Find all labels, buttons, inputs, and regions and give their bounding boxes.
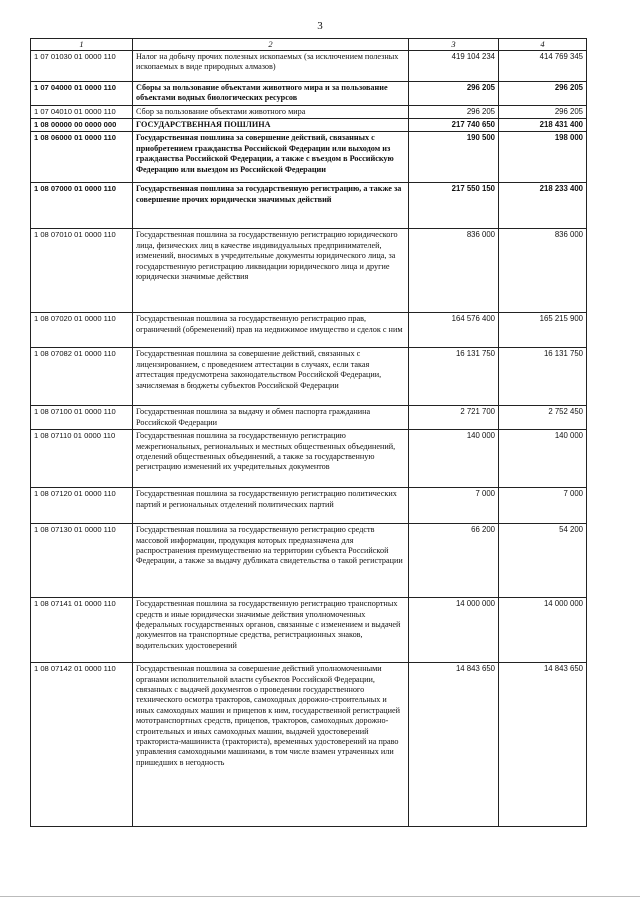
description-cell: Государственная пошлина за государственную регистрацию политических партий и региональных отделений политических партий [133,488,409,524]
page-number: 3 [317,20,323,32]
description-cell: Государственная пошлина за совершение действий, связанных с лицензированием, с проведением аттестации в случаях, если такая аттестация предусмотрена законодательством Российской Федерации, зачисляемая в бюджеты субъектов Российской Федерации [133,348,409,406]
table-row [31,524,587,598]
budget-code-cell: 1 08 07130 01 0000 110 [31,524,133,598]
amount-col4-cell: 165 215 900 [499,313,587,348]
amount-col3-cell: 217 740 650 [409,119,499,132]
amount-col4-cell: 54 200 [499,524,587,598]
budget-code-cell: 1 08 07120 01 0000 110 [31,488,133,524]
table-row [31,132,587,183]
table-row [31,81,587,105]
budget-code-cell: 1 07 04010 01 0000 110 [31,105,133,118]
budget-code-cell: 1 08 07010 01 0000 110 [31,229,133,313]
column-header-3: 3 [409,39,499,51]
table-row [31,598,587,663]
budget-code-cell: 1 08 00000 00 0000 000 [31,119,133,132]
amount-col3-cell: 190 500 [409,132,499,183]
amount-col3-cell: 217 550 150 [409,183,499,229]
table-row [31,313,587,348]
amount-col3-cell: 66 200 [409,524,499,598]
budget-code-cell: 1 08 07110 01 0000 110 [31,430,133,488]
budget-code-cell: 1 08 07141 01 0000 110 [31,598,133,663]
table-row [31,50,587,81]
table-row [31,119,587,132]
description-cell: Государственная пошлина за государственную регистрацию прав, ограничений (обременений) прав на недвижимое имущество и сделок с ним [133,313,409,348]
description-cell: Налог на добычу прочих полезных ископаемых (за исключением полезных ископаемых в виде природных алмазов) [133,50,409,81]
budget-code-cell: 1 08 06000 01 0000 110 [31,132,133,183]
amount-col4-cell: 16 131 750 [499,348,587,406]
budget-code-cell: 1 08 07082 01 0000 110 [31,348,133,406]
amount-col3-cell: 296 205 [409,105,499,118]
table-row [31,663,587,827]
amount-col4-cell: 198 000 [499,132,587,183]
budget-code-cell: 1 08 07100 01 0000 110 [31,406,133,430]
budget-code-cell: 1 07 04000 01 0000 110 [31,81,133,105]
description-cell: Государственная пошлина за совершение действий уполномоченными органами исполнительной власти субъектов Российской Федерации, связанных с выдачей документов о проведении государственного технического осмотра тракторов, самоходных дорожно-строительных и иных самоходных машин и прицепов к ним, государственной регистрацией мототранспортных средств, прицепов, тракторов, самоходных дорожно-строительных и иных самоходных машин, выдачей удостоверений тракториста-машиниста (тракториста), временных удостоверений на право управления самоходными машинами, в том числе взамен утраченных или пришедших в негодность [133,663,409,827]
budget-code-cell: 1 08 07142 01 0000 110 [31,663,133,827]
table-row [31,105,587,118]
column-header-4: 4 [499,39,587,51]
amount-col4-cell: 7 000 [499,488,587,524]
amount-col4-cell: 836 000 [499,229,587,313]
table-row [31,229,587,313]
amount-col4-cell: 218 431 400 [499,119,587,132]
bottom-rule [0,896,640,897]
table-row [31,183,587,229]
amount-col4-cell: 296 205 [499,105,587,118]
description-cell: Государственная пошлина за совершение действий, связанных с приобретением гражданства Российской Федерации или выходом из гражданства Российской Федерации, а также с въездом в Российскую Федерацию или выездом из Российской Федерации [133,132,409,183]
description-cell: Государственная пошлина за государственную регистрацию средств массовой информации, продукция которых предназначена для распространения преимущественно на территории субъекта Российской Федерации, а также за выдачу дубликата свидетельства о такой регистрации [133,524,409,598]
amount-col4-cell: 414 769 345 [499,50,587,81]
budget-code-cell: 1 07 01030 01 0000 110 [31,50,133,81]
table-row [31,488,587,524]
amount-col4-cell: 140 000 [499,430,587,488]
description-cell: Государственная пошлина за государственную регистрацию транспортных средств и иные юридически значимые действия уполномоченных федеральных государственных органов, связанные с изменением и выдачей документов на транспортные средства, регистрационных знаков, водительских удостоверений [133,598,409,663]
description-cell: Сбор за пользование объектами животного мира [133,105,409,118]
description-cell: Государственная пошлина за государственную регистрацию, а также за совершение прочих юридически значимых действий [133,183,409,229]
column-header-2: 2 [133,39,409,51]
amount-col4-cell: 296 205 [499,81,587,105]
description-cell: Государственная пошлина за государственную регистрацию межрегиональных, региональных и местных общественных объединений, отделений общественных объединений, а также за государственную регистрацию изменений их учредительных документов [133,430,409,488]
column-header-1: 1 [31,39,133,51]
amount-col3-cell: 140 000 [409,430,499,488]
amount-col4-cell: 14 843 650 [499,663,587,827]
description-cell: Сборы за пользование объектами животного мира и за пользование объектами водных биологических ресурсов [133,81,409,105]
column-number-row [31,39,587,51]
amount-col3-cell: 14 000 000 [409,598,499,663]
amount-col4-cell: 14 000 000 [499,598,587,663]
budget-code-cell: 1 08 07000 01 0000 110 [31,183,133,229]
amount-col3-cell: 296 205 [409,81,499,105]
amount-col4-cell: 218 233 400 [499,183,587,229]
budget-revenue-table [30,38,587,827]
amount-col4-cell: 2 752 450 [499,406,587,430]
amount-col3-cell: 7 000 [409,488,499,524]
amount-col3-cell: 14 843 650 [409,663,499,827]
description-cell: Государственная пошлина за государственную регистрацию юридического лица, физических лиц в качестве индивидуальных предпринимателей, изменений, вносимых в учредительные документы юридического лица, за государственную регистрацию ликвидации юридического лица и другие юридически значимые действия [133,229,409,313]
table-row [31,430,587,488]
amount-col3-cell: 16 131 750 [409,348,499,406]
description-cell: ГОСУДАРСТВЕННАЯ ПОШЛИНА [133,119,409,132]
amount-col3-cell: 419 104 234 [409,50,499,81]
table-row [31,348,587,406]
budget-code-cell: 1 08 07020 01 0000 110 [31,313,133,348]
amount-col3-cell: 2 721 700 [409,406,499,430]
description-cell: Государственная пошлина за выдачу и обмен паспорта гражданина Российской Федерации [133,406,409,430]
amount-col3-cell: 164 576 400 [409,313,499,348]
table-row [31,406,587,430]
amount-col3-cell: 836 000 [409,229,499,313]
